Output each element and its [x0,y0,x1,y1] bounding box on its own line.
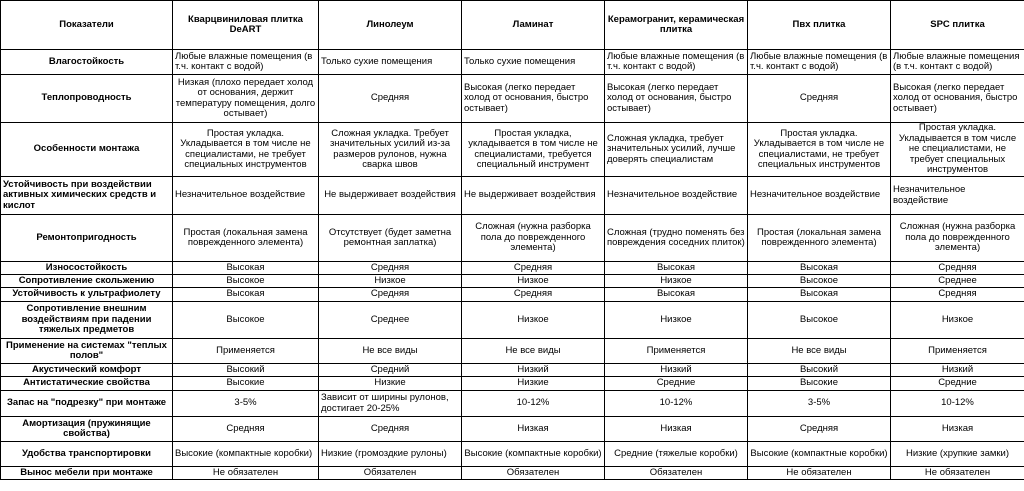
row-label: Вынос мебели при монтаже [1,467,173,480]
table-cell: Среднее [319,302,462,339]
table-cell: Отсутствует (будет заметна ремонтная заплатка) [319,215,462,262]
table-cell: Высокий [748,364,891,377]
table-cell: Любые влажные помещения (в т.ч. контакт с водой) [891,50,1024,75]
table-cell: Низкая [891,417,1024,442]
table-cell: Применяется [605,339,748,364]
table-cell: Сложная укладка, требует значительных усилий, лучше доверять специалистам [605,123,748,177]
table-row [1,391,1024,417]
table-cell: Сложная (трудно поменять без повреждения соседних плиток) [605,215,748,262]
table-cell: Любые влажные помещения (в т.ч. контакт с водой) [173,50,319,75]
header-linoleum: Линолеум [319,1,462,50]
table-cell: Средняя [462,262,605,275]
table-cell: Средняя [173,417,319,442]
table-cell: Низкие [462,377,605,391]
table-cell: Высокий [173,364,319,377]
table-row [1,123,1024,177]
table-cell: Низкие [319,377,462,391]
row-label: Антистатические свойства [1,377,173,391]
header-indicators: Показатели [1,1,173,50]
table-cell: Высокое [748,302,891,339]
table-cell: 3-5% [748,391,891,417]
table-row [1,377,1024,391]
table-cell: 10-12% [891,391,1024,417]
row-label: Теплопроводность [1,75,173,123]
table-cell: Низкие (хрупкие замки) [891,442,1024,467]
table-cell: Обязателен [462,467,605,480]
table-cell: Незначительное воздействие [748,177,891,215]
header-spc-tile: SPC плитка [891,1,1024,50]
table-cell: Незначительное воздействие [891,177,1024,215]
table-cell: Высокие (компактные коробки) [748,442,891,467]
header-laminate: Ламинат [462,1,605,50]
table-row [1,275,1024,288]
row-label: Ремонтопригодность [1,215,173,262]
table-cell: Средние (тяжелые коробки) [605,442,748,467]
table-cell: Не выдерживает воздействия [462,177,605,215]
table-cell: Низкое [462,275,605,288]
table-cell: Любые влажные помещения (в т.ч. контакт с водой) [748,50,891,75]
table-cell: Незначительное воздействие [605,177,748,215]
table-cell: Низкое [605,275,748,288]
table-row [1,177,1024,215]
header-porcelain: Керамогранит, керамическая плитка [605,1,748,50]
table-cell: Только сухие помещения [319,50,462,75]
table-cell: Низкий [605,364,748,377]
row-label: Акустический комфорт [1,364,173,377]
table-cell: Сложная (нужна разборка пола до поврежденного элемента) [891,215,1024,262]
table-row [1,262,1024,275]
table-row [1,442,1024,467]
table-cell: Применяется [173,339,319,364]
table-cell: Только сухие помещения [462,50,605,75]
row-label: Запас на "подрезку" при монтаже [1,391,173,417]
table-row [1,467,1024,480]
table-cell: Высокая [605,288,748,302]
table-cell: Высокая (легко передает холод от основания, быстро остывает) [605,75,748,123]
table-row [1,302,1024,339]
table-cell: Средняя [319,288,462,302]
table-row [1,364,1024,377]
header-quartz-vinyl: Кварцвиниловая плитка DeART [173,1,319,50]
table-cell: Средний [319,364,462,377]
table-row [1,215,1024,262]
table-cell: Не все виды [319,339,462,364]
row-label: Влагостойкость [1,50,173,75]
table-cell: Средняя [891,262,1024,275]
table-cell: Простая укладка. Укладывается в том числе не специалистами, не требует специальных инструментов [748,123,891,177]
table-cell: Не обязателен [173,467,319,480]
table-cell: Зависит от ширины рулонов, достигает 20-25% [319,391,462,417]
table-cell: Высокая (легко передает холод от основания, быстро остывает) [891,75,1024,123]
table-cell: Низкий [462,364,605,377]
table-cell: Низкое [462,302,605,339]
table-cell: Незначительное воздействие [173,177,319,215]
header-row [1,1,1024,50]
table-cell: Средние [605,377,748,391]
table-cell: Не все виды [748,339,891,364]
table-cell: Высокое [173,302,319,339]
table-cell: Высокие (компактные коробки) [462,442,605,467]
row-label: Применение на системах "теплых полов" [1,339,173,364]
table-row [1,75,1024,123]
table-cell: Низкая [462,417,605,442]
table-cell: Низкий [891,364,1024,377]
table-cell: Среднее [891,275,1024,288]
table-row [1,50,1024,75]
table-cell: Средняя [319,75,462,123]
table-cell: Средние [891,377,1024,391]
table-cell: Обязателен [605,467,748,480]
header-pvc-tile: Пвх плитка [748,1,891,50]
row-label: Устойчивость при воздействии активных химических средств и кислот [1,177,173,215]
table-cell: Средняя [748,417,891,442]
table-cell: Низкое [319,275,462,288]
row-label: Износостойкость [1,262,173,275]
table-cell: Не обязателен [748,467,891,480]
table-cell: Высокое [748,275,891,288]
table-cell: Средняя [319,417,462,442]
table-cell: Низкие (громоздкие рулоны) [319,442,462,467]
table-cell: Простая укладка, укладывается в том числе не специалистами, требуется специальный инструмент [462,123,605,177]
table-cell: Сложная (нужна разборка пола до поврежденного элемента) [462,215,605,262]
table-cell: Средняя [891,288,1024,302]
table-cell: Низкое [891,302,1024,339]
row-label: Устойчивость к ультрафиолету [1,288,173,302]
table-cell: Не выдерживает воздействия [319,177,462,215]
table-cell: Обязателен [319,467,462,480]
table-cell: Низкое [605,302,748,339]
table-cell: Сложная укладка. Требует значительных усилий из-за размеров рулонов, нужна сварка швов [319,123,462,177]
row-label: Сопротивление скольжению [1,275,173,288]
table-cell: Высокая [173,288,319,302]
table-cell: Высокие [173,377,319,391]
table-cell: Простая укладка. Укладывается в том числе не специалистами, не требует специальных инструментов [891,123,1024,177]
table-cell: Не обязателен [891,467,1024,480]
table-cell: Простая (локальная замена поврежденного элемента) [173,215,319,262]
row-label: Особенности монтажа [1,123,173,177]
table-row [1,417,1024,442]
row-label: Амортизация (пружинящие свойства) [1,417,173,442]
table-cell: Любые влажные помещения (в т.ч. контакт с водой) [605,50,748,75]
table-cell: Низкая [605,417,748,442]
table-row [1,339,1024,364]
table-cell: Применяется [891,339,1024,364]
table-cell: Простая укладка. Укладывается в том числе не специалистами, не требует специальных инструментов [173,123,319,177]
table-cell: Низкая (плохо передает холод от основания, держит температуру помещения, долго остывает) [173,75,319,123]
table-cell: Средняя [748,75,891,123]
table-cell: Высокие [748,377,891,391]
table-cell: 3-5% [173,391,319,417]
row-label: Удобства транспортировки [1,442,173,467]
table-cell: Не все виды [462,339,605,364]
table-cell: Высокая [748,262,891,275]
table-cell: 10-12% [462,391,605,417]
table-cell: Высокое [173,275,319,288]
table-cell: Простая (локальная замена поврежденного элемента) [748,215,891,262]
table-cell: Высокая [748,288,891,302]
table-row [1,288,1024,302]
table-cell: Высокая [173,262,319,275]
table-cell: Высокие (компактные коробки) [173,442,319,467]
row-label: Сопротивление внешним воздействиям при падении тяжелых предметов [1,302,173,339]
table-cell: 10-12% [605,391,748,417]
table-cell: Средняя [319,262,462,275]
table-cell: Высокая [605,262,748,275]
table-cell: Средняя [462,288,605,302]
table-cell: Высокая (легко передает холод от основания, быстро остывает) [462,75,605,123]
